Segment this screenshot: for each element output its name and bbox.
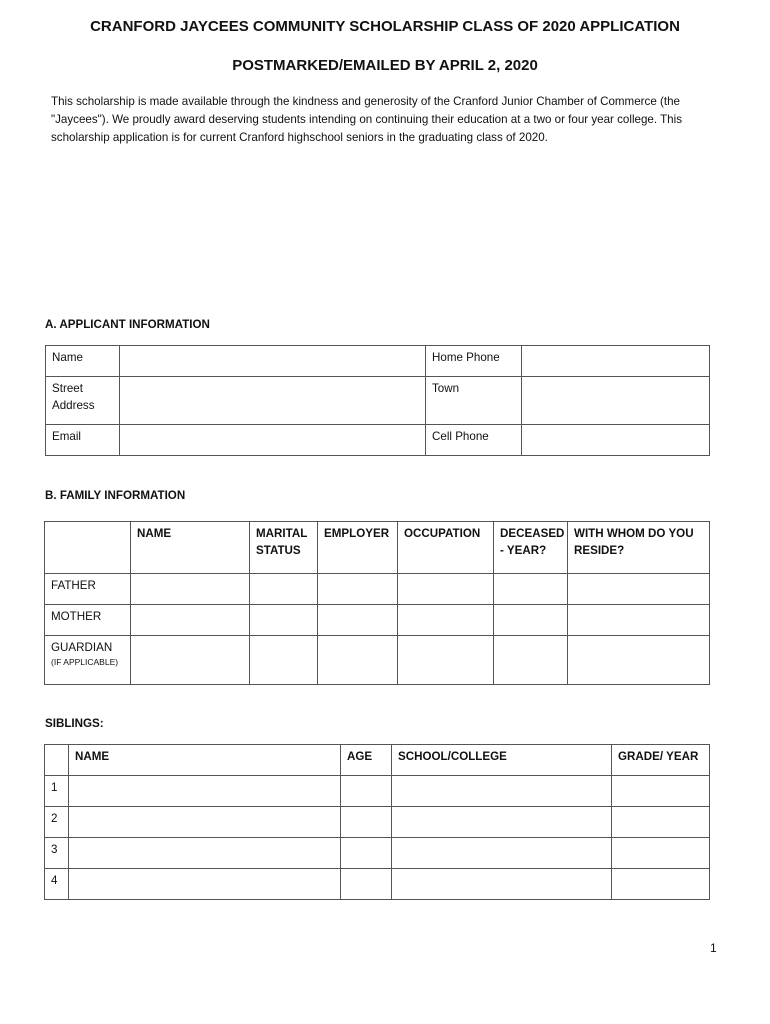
deadline-title: POSTMARKED/EMAILED BY APRIL 2, 2020: [232, 57, 538, 74]
page-number: 1: [710, 941, 717, 955]
family-col-occupation: OCCUPATION: [398, 522, 494, 574]
sibling-school-field[interactable]: [392, 869, 612, 900]
family-col-employer: EMPLOYER: [318, 522, 398, 574]
sibling-age-field[interactable]: [341, 807, 392, 838]
sibling-col-school: SCHOOL/COLLEGE: [392, 745, 612, 776]
guardian-employer-field[interactable]: [318, 636, 398, 685]
family-info-table: [44, 521, 710, 685]
cell-phone-label: Cell Phone: [426, 425, 522, 456]
sibling-col-grade: GRADE/ YEAR: [612, 745, 710, 776]
cell-phone-field[interactable]: [522, 425, 710, 456]
guardian-marital-field[interactable]: [250, 636, 318, 685]
sibling-school-field[interactable]: [392, 838, 612, 869]
sibling-grade-field[interactable]: [612, 807, 710, 838]
sibling-school-field[interactable]: [392, 807, 612, 838]
sibling-name-field[interactable]: [69, 869, 341, 900]
guardian-name-field[interactable]: [131, 636, 250, 685]
sibling-col-age: AGE: [341, 745, 392, 776]
table-row: [45, 807, 710, 838]
mother-reside-field[interactable]: [568, 605, 710, 636]
father-deceased-field[interactable]: [494, 574, 568, 605]
sibling-number: 1: [45, 776, 69, 807]
form-title: CRANFORD JAYCEES COMMUNITY SCHOLARSHIP CLASS OF 2020 APPLICATION: [90, 18, 680, 35]
sibling-age-field[interactable]: [341, 869, 392, 900]
email-field[interactable]: [120, 425, 426, 456]
sibling-grade-field[interactable]: [612, 869, 710, 900]
sibling-grade-field[interactable]: [612, 776, 710, 807]
sibling-number: 4: [45, 869, 69, 900]
sibling-age-field[interactable]: [341, 838, 392, 869]
father-name-field[interactable]: [131, 574, 250, 605]
father-marital-field[interactable]: [250, 574, 318, 605]
applicant-info-table: [45, 345, 710, 456]
family-col-marital-status: MARITAL STATUS: [250, 522, 318, 574]
email-label: Email: [46, 425, 120, 456]
father-label: FATHER: [45, 574, 131, 605]
mother-employer-field[interactable]: [318, 605, 398, 636]
family-corner-cell: [45, 522, 131, 574]
sibling-name-field[interactable]: [69, 776, 341, 807]
family-col-deceased: DECEASED - YEAR?: [494, 522, 568, 574]
sibling-number: 2: [45, 807, 69, 838]
guardian-label: GUARDIAN: [51, 641, 113, 654]
intro-paragraph: This scholarship is made available through the kindness and generosity of the Cranford Junior Chamber of Commerce (the "Jaycees"). We proudly award deserving students intending on continuing their education at a two or four year college. This scholarship application is for current Cranford highschool seniors in the graduating class of 2020.: [51, 95, 683, 144]
mother-occupation-field[interactable]: [398, 605, 494, 636]
mother-row: [45, 605, 710, 636]
mother-deceased-field[interactable]: [494, 605, 568, 636]
name-label: Name: [46, 346, 120, 377]
sibling-age-field[interactable]: [341, 776, 392, 807]
mother-marital-field[interactable]: [250, 605, 318, 636]
table-row: [45, 776, 710, 807]
sibling-index-header: [45, 745, 69, 776]
guardian-label-cell: [45, 636, 131, 685]
siblings-table: [44, 744, 710, 900]
guardian-note: (IF APPLICABLE): [51, 657, 119, 667]
father-occupation-field[interactable]: [398, 574, 494, 605]
family-col-reside: WITH WHOM DO YOU RESIDE?: [568, 522, 710, 574]
sibling-number: 3: [45, 838, 69, 869]
family-col-name: NAME: [131, 522, 250, 574]
town-label: Town: [426, 377, 522, 425]
father-row: [45, 574, 710, 605]
sibling-grade-field[interactable]: [612, 838, 710, 869]
table-row: [45, 869, 710, 900]
town-field[interactable]: [522, 377, 710, 425]
siblings-heading: SIBLINGS:: [45, 717, 104, 730]
sibling-name-field[interactable]: [69, 838, 341, 869]
table-row: [45, 838, 710, 869]
home-phone-label: Home Phone: [426, 346, 522, 377]
mother-label: MOTHER: [45, 605, 131, 636]
sibling-col-name: NAME: [69, 745, 341, 776]
street-address-field[interactable]: [120, 377, 426, 425]
guardian-occupation-field[interactable]: [398, 636, 494, 685]
father-reside-field[interactable]: [568, 574, 710, 605]
street-address-label: Street Address: [46, 377, 120, 425]
guardian-deceased-field[interactable]: [494, 636, 568, 685]
mother-name-field[interactable]: [131, 605, 250, 636]
family-info-heading: B. FAMILY INFORMATION: [45, 489, 186, 502]
home-phone-field[interactable]: [522, 346, 710, 377]
name-field[interactable]: [120, 346, 426, 377]
sibling-school-field[interactable]: [392, 776, 612, 807]
father-employer-field[interactable]: [318, 574, 398, 605]
guardian-reside-field[interactable]: [568, 636, 710, 685]
applicant-info-heading: A. APPLICANT INFORMATION: [45, 318, 210, 331]
sibling-name-field[interactable]: [69, 807, 341, 838]
guardian-row: [45, 636, 710, 685]
